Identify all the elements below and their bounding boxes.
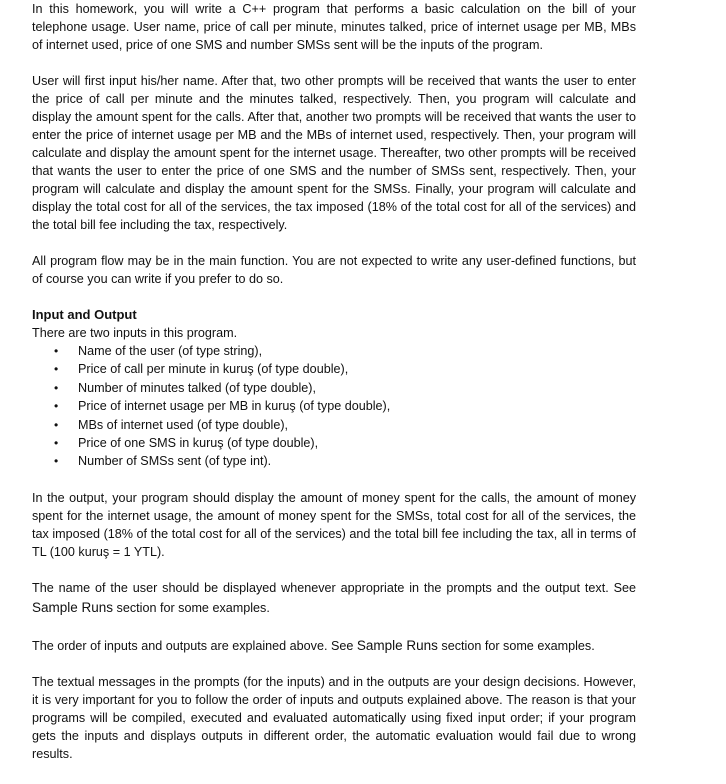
list-item: [54, 397, 636, 415]
bullet-icon: •: [54, 436, 59, 451]
list-item: [54, 360, 636, 378]
user-name-text-end: section for some examples.: [113, 601, 270, 616]
list-item-text: MBs of internet used (of type double),: [78, 417, 289, 432]
list-item-text: Price of call per minute in kuruş (of type double),: [78, 362, 349, 377]
bullet-icon: •: [54, 344, 59, 358]
intro-paragraph: In this homework, you will write a C++ program that performs a basic calculation on the bill of your telephone usage. User name, price of call per minute, minutes talked, price of internet usage per MB, MBs of internet used, price of one SMS and number SMSs sent will be the inputs of the program.: [32, 2, 636, 52]
sample-runs-reference: Sample Runs: [32, 600, 114, 616]
sample-runs-reference: Sample Runs: [356, 637, 438, 653]
program-flow-paragraph: User will first input his/her name. After that, two other prompts will be received that wants the user to enter the price of call per minute and the minutes talked, respectively. Then, you program will calculate and display the amount spent for the calls. After that, another two prompts will be received that wants the user to enter the price of internet usage per MB and the MBs of internet used, respectively. Then, your program will calculate and display the amount spent for the internet usage. Thereafter, two other prompts will be received that wants the user to enter the price of one SMS and the number of SMSs sent, respectively. Then, your program will calculate and display the amount spent for the SMSs. Finally, your program will calculate and display the total cost for all of the services, the tax imposed (18% of the total cost for all of the services) and the total bill fee including the tax, respectively.: [32, 74, 636, 232]
input-output-heading: Input and Output: [32, 307, 137, 322]
bullet-icon: •: [54, 399, 59, 414]
bullet-icon: •: [54, 380, 59, 395]
order-paragraph: [32, 637, 636, 655]
list-item: [54, 342, 636, 360]
list-item-text: Price of internet usage per MB in kuruş (of type double),: [78, 399, 391, 414]
output-paragraph: In the output, your program should display the amount of money spent for the calls, the amount of money spent for the internet usage, the amount of money spent for the SMSs, total cost for all of the services, the tax imposed (18% of the total cost for all of the services) and the total bill fee including the tax, all in terms of TL (100 kuruş = 1 YTL).: [32, 490, 636, 559]
list-item-text: Name of the user (of type string),: [78, 344, 263, 358]
document-page: [32, 0, 636, 763]
inputs-intro: There are two inputs in this program.: [32, 326, 238, 340]
main-function-paragraph: All program flow may be in the main function. You are not expected to write any user-defined functions, but of course you can write if you prefer to do so.: [32, 254, 636, 286]
textual-messages-paragraph: The textual messages in the prompts (for the inputs) and in the outputs are your design decisions. However, it is very important for you to follow the order of inputs and outputs explained above. The reason is that your programs will be compiled, executed and evaluated automatically using fixed input order; if your program gets the inputs and displays outputs in different order, the automatic evaluation would fail due to wrong results.: [32, 674, 636, 761]
bullet-icon: •: [54, 362, 59, 377]
user-name-text-start: The name of the user should be displayed whenever appropriate in the prompts and the output text. See: [32, 580, 636, 595]
list-item-text: Number of SMSs sent (of type int).: [78, 454, 272, 469]
bullet-icon: •: [54, 417, 59, 432]
inputs-list: [32, 342, 636, 471]
list-item-text: Number of minutes talked (of type double),: [78, 380, 317, 395]
order-text-end: section for some examples.: [437, 638, 595, 653]
list-item: [54, 434, 636, 452]
list-item: [54, 379, 636, 397]
list-item: [54, 452, 636, 470]
bullet-icon: •: [54, 454, 59, 469]
user-name-paragraph: [32, 579, 636, 619]
list-item: [54, 416, 636, 434]
order-text-start: The order of inputs and outputs are explained above. See: [32, 638, 357, 653]
list-item-text: Price of one SMS in kuruş (of type double),: [78, 436, 319, 451]
